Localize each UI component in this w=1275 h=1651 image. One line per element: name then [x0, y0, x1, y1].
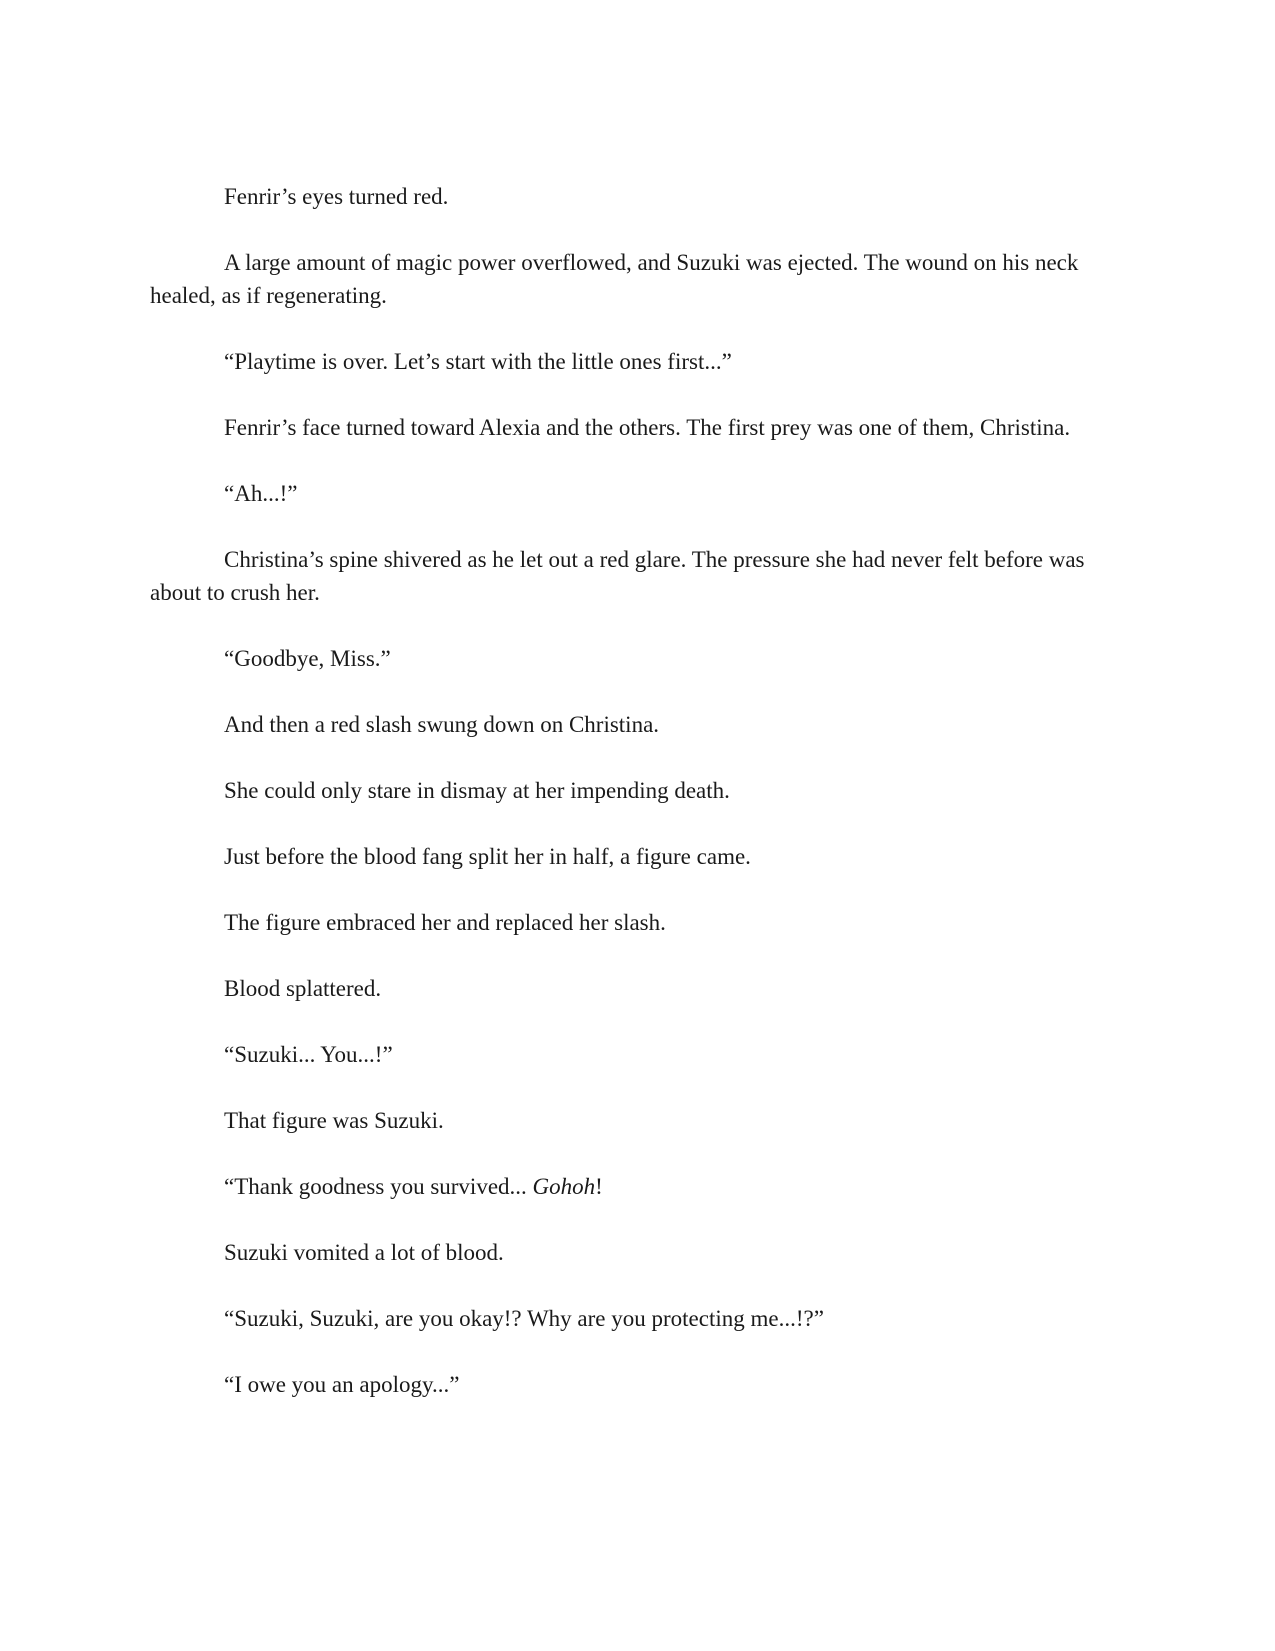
- paragraph: Suzuki vomited a lot of blood.: [224, 1240, 504, 1265]
- paragraph: A large amount of magic power overflowed, and Suzuki was ejected. The wound on his neck healed, as if regenerating.: [150, 250, 1079, 308]
- paragraph: “Suzuki, Suzuki, are you okay!? Why are you protecting me...!?”: [224, 1306, 824, 1331]
- paragraph-with-italic: [150, 1170, 1130, 1203]
- paragraph: That figure was Suzuki.: [224, 1108, 444, 1133]
- paragraph: Just before the blood fang split her in half, a figure came.: [224, 844, 751, 869]
- paragraph: “Suzuki... You...!”: [224, 1042, 393, 1067]
- paragraph: “Ah...!”: [224, 481, 298, 506]
- paragraph: The figure embraced her and replaced her slash.: [224, 910, 666, 935]
- paragraph: “Goodbye, Miss.”: [224, 646, 391, 671]
- paragraph: Fenrir’s eyes turned red.: [224, 184, 449, 209]
- paragraph-italic-text: Gohoh: [532, 1174, 596, 1199]
- paragraph: Christina’s spine shivered as he let out a red glare. The pressure she had never felt before was about to crush her.: [150, 547, 1085, 605]
- paragraph: And then a red slash swung down on Christina.: [224, 712, 660, 737]
- paragraph: Fenrir’s face turned toward Alexia and the others. The first prey was one of them, Christina.: [224, 415, 1071, 440]
- paragraph: She could only stare in dismay at her impending death.: [224, 778, 730, 803]
- paragraph: “I owe you an apology...”: [224, 1372, 460, 1397]
- paragraph: Blood splattered.: [224, 976, 382, 1001]
- paragraph-text-before: “Thank goodness you survived...: [224, 1174, 533, 1199]
- paragraph-text-after: !: [595, 1174, 603, 1199]
- text-body: [150, 180, 1130, 1434]
- paragraph: “Playtime is over. Let’s start with the little ones first...”: [224, 349, 732, 374]
